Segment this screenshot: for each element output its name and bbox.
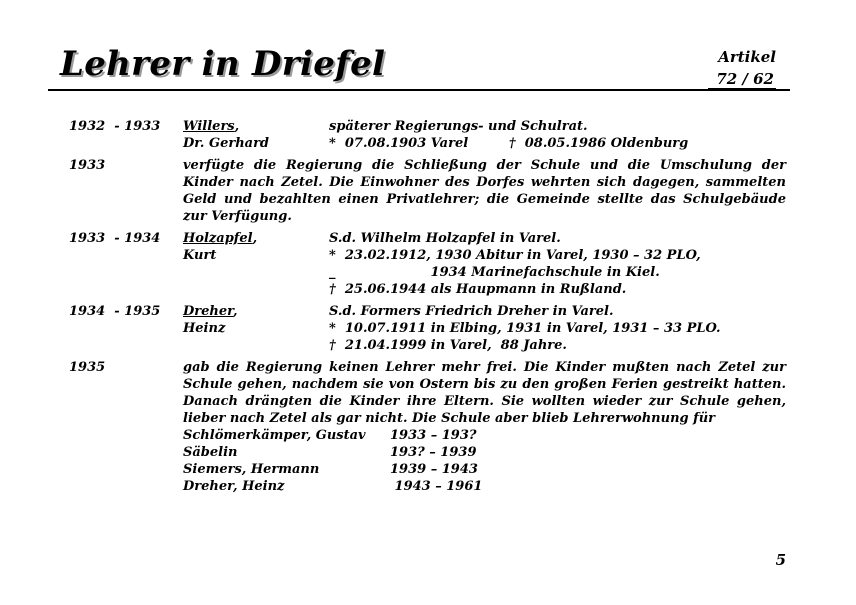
teacher-info-line: S.d. Wilhelm Holzapfel in Varel.: [329, 231, 561, 246]
teacher-firstname: Heinz: [183, 321, 226, 336]
entry-years: 1933 - 1934: [69, 231, 161, 246]
residence-period: 1933 – 193?: [390, 428, 477, 443]
teacher-surname: Willers: [183, 119, 235, 134]
list-item: [183, 427, 786, 444]
entry-1933-paragraph: [69, 157, 786, 225]
entry-willers: 1932 - 1933 Willers, späterer Regierungs- und Schulrat. Dr. Gerhard * 07.08.1903 Varel † 08.05.1986 Oldenburg: [69, 118, 786, 152]
entry-years: 1935: [69, 360, 106, 375]
teacher-info-line: _ 1934 Marinefachschule in Kiel.: [329, 265, 660, 280]
residence-name: Schlömerkämper, Gustav: [183, 428, 366, 443]
list-item: [183, 478, 786, 495]
entry-text: gab die Regierung keinen Lehrer mehr frei. Die Kinder mußten nach Zetel zur Schule gehen, nachdem sie von Ostern bis zu den großen Ferien gestreikt hatten. Danach drängten die Kinder ihre Eltern. Sie wollten wieder zur Schule gehen, lieber nach Zetel als gar nicht. Die Schule aber blieb Lehrerwohnung für: [183, 360, 786, 426]
residence-period: 193? – 1939: [390, 445, 477, 460]
residence-name: Siemers, Hermann: [183, 462, 320, 477]
teacher-info-line: S.d. Formers Friedrich Dreher in Varel.: [329, 304, 614, 319]
document-body: [69, 118, 786, 500]
residence-name: Säbelin: [183, 445, 238, 460]
article-number: 72 / 62: [708, 70, 776, 90]
residence-name: Dreher, Heinz: [183, 479, 285, 494]
article-label: Artikel: [718, 48, 776, 66]
entry-years: 1933: [69, 158, 106, 173]
residence-period: 1943 – 1961: [390, 479, 483, 494]
teacher-firstname: Dr. Gerhard: [183, 136, 270, 151]
entry-text: verfügte die Regierung die Schließung der Schule und die Umschulung der Kinder nach Zetel. Die Einwohner des Dorfes wehrten sich dagegen, sammelten Geld und bezahlten einen Privatlehrer; die Gemeinde stellte das Schulgebäude zur Verfügung.: [183, 158, 786, 224]
teacher-firstname: Kurt: [183, 248, 217, 263]
entry-1935-paragraph: [69, 359, 786, 495]
teacher-info-line: * 07.08.1903 Varel † 08.05.1986 Oldenburg: [329, 136, 689, 151]
entry-years: 1932 - 1933: [69, 119, 161, 134]
teacher-info-line: * 10.07.1911 in Elbing, 1931 in Varel, 1931 – 33 PLO.: [329, 321, 721, 336]
entry-years: 1934 - 1935: [69, 304, 161, 319]
teacher-info-line: späterer Regierungs- und Schulrat.: [329, 119, 588, 134]
teacher-surname: Holzapfel: [183, 231, 253, 246]
list-item: [183, 461, 786, 478]
residence-period: 1939 – 1943: [390, 462, 478, 477]
article-reference: [708, 46, 776, 90]
teacher-surname: Dreher: [183, 304, 234, 319]
header-divider: [48, 89, 790, 91]
page-title: Lehrer in Driefel: [60, 44, 386, 84]
teacher-info-line: † 25.06.1944 als Haupmann in Rußland.: [329, 282, 627, 297]
entry-holzapfel: 1933 - 1934 Holzapfel, S.d. Wilhelm Holzapfel in Varel. Kurt * 23.02.1912, 1930 Abitur in Varel, 1930 – 32 PLO, _ 1934 Marinefachschule in Kiel. † 25.06.1944 als Haupmann in Rußland.: [69, 230, 786, 298]
entry-dreher: 1934 - 1935 Dreher, S.d. Formers Friedrich Dreher in Varel. Heinz * 10.07.1911 in Elbing, 1931 in Varel, 1931 – 33 PLO. † 21.04.1999 in Varel, 88 Jahre.: [69, 303, 786, 354]
page-number: 5: [775, 551, 786, 569]
list-item: [183, 444, 786, 461]
teacher-info-line: † 21.04.1999 in Varel, 88 Jahre.: [329, 338, 567, 353]
teacher-info-line: * 23.02.1912, 1930 Abitur in Varel, 1930 – 32 PLO,: [329, 248, 701, 263]
